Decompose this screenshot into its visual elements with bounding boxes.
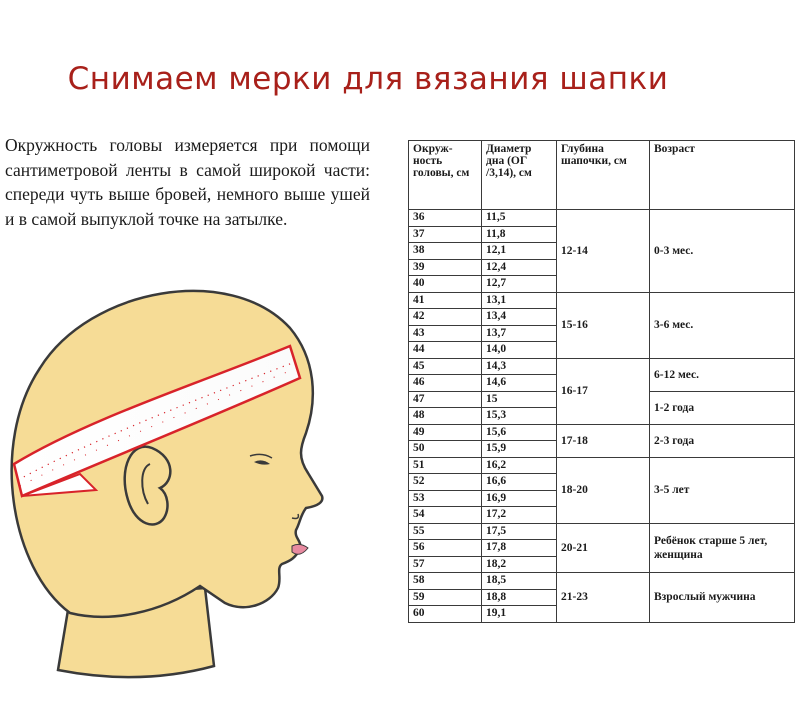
diameter-cell: 13,1 xyxy=(482,292,557,309)
diameter-cell: 15 xyxy=(482,391,557,408)
circumference-cell: 55 xyxy=(409,523,482,540)
depth-cell: 12-14 xyxy=(557,210,650,293)
circumference-cell: 37 xyxy=(409,226,482,243)
circumference-cell: 42 xyxy=(409,309,482,326)
circumference-cell: 41 xyxy=(409,292,482,309)
measurement-description: Окружность головы измеряется при помощи сантиметровой ленты в самой широкой части: спереди чуть выше бровей, немного выше ушей и в самой выпуклой точке на затылке. xyxy=(5,135,370,229)
depth-cell: 16-17 xyxy=(557,358,650,424)
diameter-cell: 19,1 xyxy=(482,606,557,623)
header-circumference: Окруж-ность головы, см xyxy=(409,141,482,210)
circumference-cell: 57 xyxy=(409,556,482,573)
diameter-cell: 15,3 xyxy=(482,408,557,425)
circumference-cell: 58 xyxy=(409,573,482,590)
depth-cell: 21-23 xyxy=(557,573,650,623)
age-cell: 1-2 года xyxy=(650,391,795,424)
circumference-cell: 60 xyxy=(409,606,482,623)
diameter-cell: 18,2 xyxy=(482,556,557,573)
circumference-cell: 53 xyxy=(409,490,482,507)
age-cell: 3-5 лет xyxy=(650,457,795,523)
circumference-cell: 47 xyxy=(409,391,482,408)
table-row xyxy=(409,358,795,375)
circumference-cell: 51 xyxy=(409,457,482,474)
circumference-cell: 38 xyxy=(409,243,482,260)
diameter-cell: 13,7 xyxy=(482,325,557,342)
circumference-cell: 40 xyxy=(409,276,482,293)
age-cell: 6-12 мес. xyxy=(650,358,795,391)
diameter-cell: 12,4 xyxy=(482,259,557,276)
table-row xyxy=(409,523,795,540)
diameter-cell: 15,9 xyxy=(482,441,557,458)
circumference-cell: 39 xyxy=(409,259,482,276)
table-row xyxy=(409,573,795,590)
diameter-cell: 18,5 xyxy=(482,573,557,590)
header-depth: Глубина шапочки, см xyxy=(557,141,650,210)
table-row xyxy=(409,292,795,309)
diameter-cell: 11,5 xyxy=(482,210,557,227)
age-cell: 3-6 мес. xyxy=(650,292,795,358)
diameter-cell: 14,0 xyxy=(482,342,557,359)
diameter-cell: 16,9 xyxy=(482,490,557,507)
depth-cell: 17-18 xyxy=(557,424,650,457)
table-header-row xyxy=(409,141,795,210)
header-diameter: Диаметр дна (ОГ /3,14), см xyxy=(482,141,557,210)
depth-cell: 15-16 xyxy=(557,292,650,358)
age-cell: Взрослый мужчина xyxy=(650,573,795,623)
circumference-cell: 49 xyxy=(409,424,482,441)
circumference-cell: 36 xyxy=(409,210,482,227)
circumference-cell: 48 xyxy=(409,408,482,425)
diameter-cell: 17,2 xyxy=(482,507,557,524)
circumference-cell: 46 xyxy=(409,375,482,392)
age-cell: Ребёнок старше 5 лет, женщина xyxy=(650,523,795,573)
diameter-cell: 16,6 xyxy=(482,474,557,491)
diameter-cell: 16,2 xyxy=(482,457,557,474)
diameter-cell: 11,8 xyxy=(482,226,557,243)
table-row xyxy=(409,210,795,227)
circumference-cell: 44 xyxy=(409,342,482,359)
depth-cell: 18-20 xyxy=(557,457,650,523)
diameter-cell: 12,1 xyxy=(482,243,557,260)
diameter-cell: 15,6 xyxy=(482,424,557,441)
diameter-cell: 17,5 xyxy=(482,523,557,540)
diameter-cell: 14,3 xyxy=(482,358,557,375)
diameter-cell: 18,8 xyxy=(482,589,557,606)
circumference-cell: 50 xyxy=(409,441,482,458)
age-cell: 0-3 мес. xyxy=(650,210,795,293)
lips xyxy=(292,544,308,554)
circumference-cell: 54 xyxy=(409,507,482,524)
circumference-cell: 59 xyxy=(409,589,482,606)
head-measurement-illustration xyxy=(0,268,340,708)
header-age: Возраст xyxy=(650,141,795,210)
table-row xyxy=(409,457,795,474)
diameter-cell: 17,8 xyxy=(482,540,557,557)
sizes-table xyxy=(408,140,795,623)
page-title: Снимаем мерки для вязания шапки xyxy=(67,60,669,97)
circumference-cell: 43 xyxy=(409,325,482,342)
table-row xyxy=(409,424,795,441)
depth-cell: 20-21 xyxy=(557,523,650,573)
diameter-cell: 14,6 xyxy=(482,375,557,392)
diameter-cell: 12,7 xyxy=(482,276,557,293)
circumference-cell: 56 xyxy=(409,540,482,557)
diameter-cell: 13,4 xyxy=(482,309,557,326)
circumference-cell: 45 xyxy=(409,358,482,375)
circumference-cell: 52 xyxy=(409,474,482,491)
age-cell: 2-3 года xyxy=(650,424,795,457)
